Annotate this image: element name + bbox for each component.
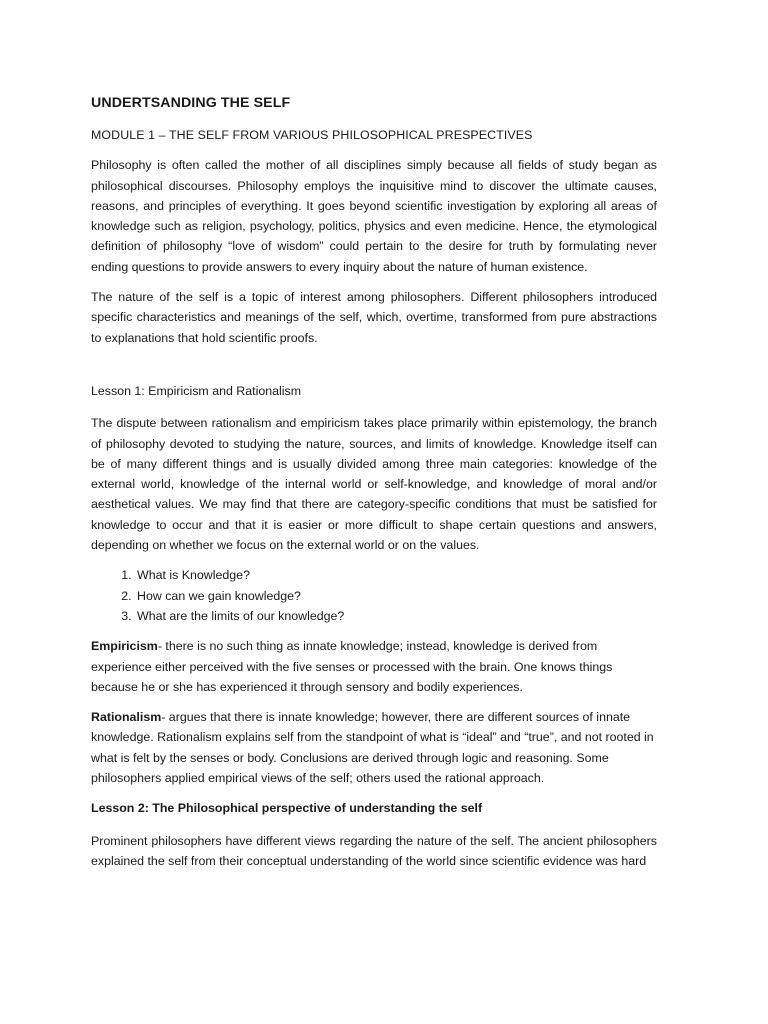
rationalism-term: Rationalism: [91, 710, 162, 725]
lesson2-heading: Lesson 2: The Philosophical perspective of understanding the self: [91, 801, 483, 816]
document-title: UNDERTSANDING THE SELF: [91, 95, 291, 111]
empiricism-text: - there is no such thing as innate knowledge; instead, knowledge is derived from experience either perceived with the five senses or processed with the brain. One knows things because he or she has experienced it through sensory and bodily experiences.: [91, 639, 613, 694]
document-page: [91, 93, 657, 881]
list-item: 2. How can we gain knowledge?: [135, 586, 657, 606]
intro-paragraph-1: Philosophy is often called the mother of all disciplines simply because all fields of study began as philosophical discourses. Philosophy employs the inquisitive mind to discover the ultimate causes, reasons, and principles of everything. It goes beyond scientific investigation by exploring all areas of knowledge such as religion, psychology, politics, physics and even medicine. Hence, the etymological definition of philosophy “love of wisdom” could pertain to the desire for truth by formulating never ending questions to provide answers to every inquiry about the nature of human existence.: [91, 158, 657, 274]
lesson1-heading: Lesson 1: Empiricism and Rationalism: [91, 383, 302, 398]
lesson2-paragraph: Prominent philosophers have different views regarding the nature of the self. The ancient philosophers explained the self from their conceptual understanding of the world since scientific evidence was hard: [91, 833, 657, 868]
intro-paragraph-2: The nature of the self is a topic of interest among philosophers. Different philosophers introduced specific characteristics and meanings of the self, which, overtime, transformed from pure abstractions to explanations that hold scientific proofs.: [91, 290, 657, 345]
empiricism-term: Empiricism: [91, 639, 158, 654]
empiricism-paragraph: [91, 636, 657, 697]
lesson1-paragraph: The dispute between rationalism and empiricism takes place primarily within epistemology, the branch of philosophy devoted to studying the nature, sources, and limits of knowledge. Knowledge itself can be of many different things and is usually divided among three main categories: knowledge of the external world, knowledge of the internal world or self-knowledge, and knowledge of moral and/or aesthetical values. We may find that there are category-specific conditions that must be satisfied for knowledge to occur and that it is easier or more difficult to shape certain questions and answers, depending on whether we focus on the external world or on the values.: [91, 416, 657, 553]
rationalism-paragraph: [91, 707, 657, 788]
rationalism-text: - argues that there is innate knowledge; however, there are different sources of innate knowledge. Rationalism explains self from the standpoint of what is “ideal” and “true”, and not rooted in what is felt by the senses or body. Conclusions are derived through logic and reasoning. Some philosophers applied empirical views of the self; others used the rational approach.: [91, 710, 654, 786]
knowledge-questions-list: [91, 565, 657, 626]
list-item: 1. What is Knowledge?: [135, 565, 657, 585]
module-heading: MODULE 1 – THE SELF FROM VARIOUS PHILOSOPHICAL PRESPECTIVES: [91, 128, 533, 142]
list-item: 3. What are the limits of our knowledge?: [135, 606, 657, 626]
